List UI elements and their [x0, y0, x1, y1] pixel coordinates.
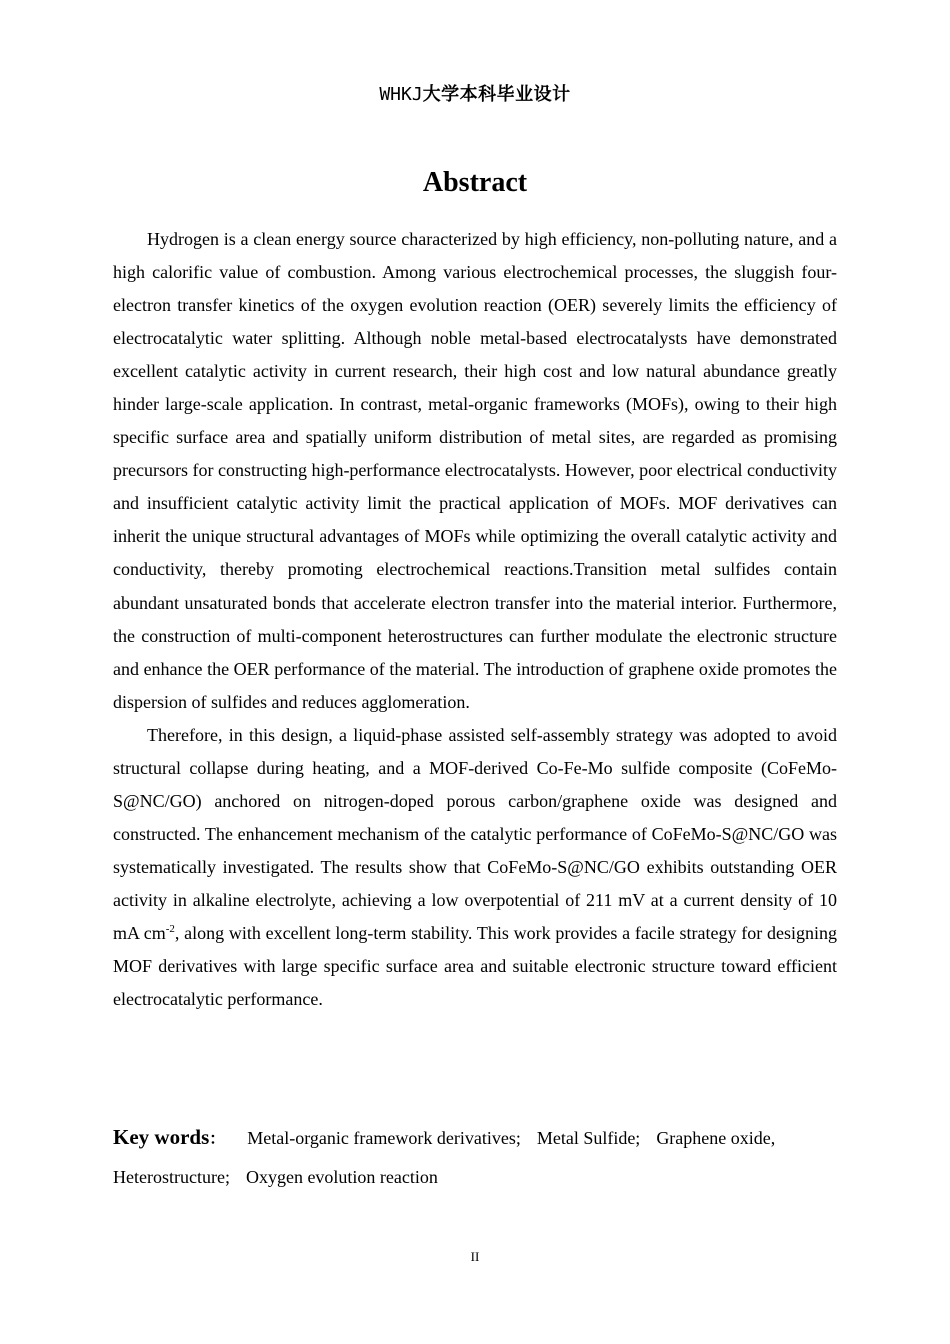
keyword-item: Graphene oxide, — [656, 1128, 776, 1148]
keyword-item: Oxygen evolution reaction — [245, 1167, 438, 1187]
header-school-title: 大学本科毕业设计 — [422, 84, 571, 105]
abstract-title: Abstract — [422, 167, 528, 198]
paragraph-2-part-b: , along with excellent long-term stability. This work provides a facile strategy for designing MOF derivatives with large specific surface area and suitable electronic structure toward efficient electrocatalytic performance. — [113, 922, 837, 1010]
keyword-item: Metal Sulfide; — [536, 1128, 641, 1148]
keyword-item: Metal-organic framework derivatives; — [247, 1128, 521, 1148]
keywords-label: Key words — [113, 1125, 210, 1149]
keyword-item: Heterostructure; — [113, 1167, 230, 1187]
abstract-paragraph-1: Hydrogen is a clean energy source characterized by high efficiency, non-polluting nature, and a high calorific value of combustion. Among various electrochemical processes, the sluggish four-electron transfer kinetics of the oxygen evolution reaction (OER) severely limits the efficiency of electrocatalytic water splitting. Although noble metal-based electrocatalysts have demonstrated excellent catalytic activity in current research, their high cost and low natural abundance greatly hinder large-scale application. In contrast, metal-organic frameworks (MOFs), owing to their high specific surface area and spatially uniform distribution of metal sites, are regarded as promising precursors for constructing high-performance electrocatalysts. However, poor electrical conductivity and insufficient catalytic activity limit the practical application of MOFs. MOF derivatives can inherit the unique structural advantages of MOFs while optimizing the overall catalytic activity and conductivity, thereby promoting electrochemical reactions.Transition metal sulfides contain abundant unsaturated bonds that accelerate electron transfer into the material interior. Furthermore, the construction of multi-component heterostructures can further modulate the electronic structure and enhance the OER performance of the material. The introduction of graphene oxide promotes the dispersion of sulfides and reduces agglomeration. — [113, 229, 837, 712]
paragraph-2-part-a: Therefore, in this design, a liquid-phase assisted self-assembly strategy was adopted to avoid structural collapse during heating, and a MOF-derived Co-Fe-Mo sulfide composite (CoFeMo-S@NC/GO) anchored on nitrogen-doped porous carbon/graphene oxide was designed and constructed. The enhancement mechanism of the catalytic performance of CoFeMo-S@NC/GO was systematically investigated. The results show that CoFeMo-S@NC/GO exhibits outstanding OER activity in alkaline electrolyte, achieving a low overpotential of 211 mV at a current density of 10 mA cm — [113, 724, 837, 943]
header-org: WHKJ — [379, 84, 423, 105]
page-number: II — [470, 1249, 480, 1264]
keywords-separator: ： — [209, 1129, 226, 1148]
abstract-paragraph-2 — [113, 719, 837, 1016]
abstract-body — [113, 223, 837, 1016]
page-header — [0, 82, 950, 108]
keywords-section — [113, 1118, 837, 1196]
unit-superscript: -2 — [165, 922, 175, 935]
